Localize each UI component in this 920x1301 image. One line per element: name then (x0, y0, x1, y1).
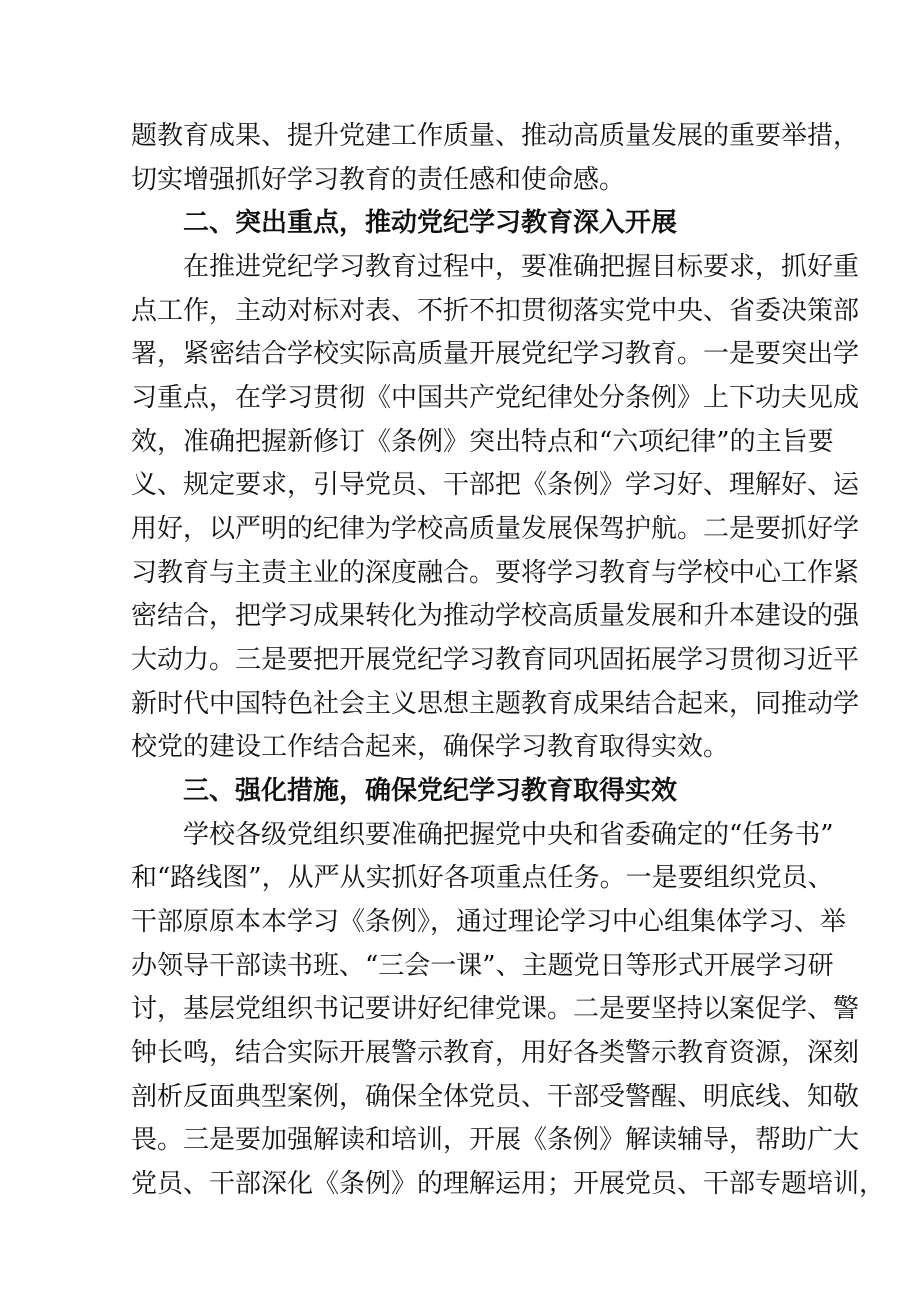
body-line: 钟长鸣，结合实际开展警示教育，用好各类警示教育资源，深刻 (131, 1038, 860, 1068)
body-line: 干部原原本本学习《条例》，通过理论学习中心组集体学习、举 (131, 907, 847, 937)
body-line: 题教育成果、提升党建⼯作质量、推动高质量发展的重要举措， (131, 121, 860, 151)
body-line: 义、规定要求，引导党员、干部把《条例》学习好、理解好、运 (131, 470, 860, 500)
body-line: 新时代中国特色社会主义思想主题教育成果结合起来，同推动学 (131, 689, 860, 719)
body-line: 办领导干部读书班、“三会一课”、主题党日等形式开展学习研 (131, 951, 834, 981)
body-line: 习重点，在学习贯彻《中国共产党纪律处分条例》上下功夫见成 (131, 383, 860, 413)
body-line: 讨，基层党组织书记要讲好纪律党课。二是要坚持以案促学、警 (131, 994, 860, 1024)
body-line: 署，紧密结合学校实际高质量开展党纪学习教育。一是要突出学 (131, 339, 860, 369)
body-line: 密结合，把学习成果转化为推动学校高质量发展和升本建设的强 (131, 601, 860, 631)
body-line: 和“路线图”，从严从实抓好各项重点任务。一是要组织党员、 (131, 863, 834, 893)
body-line: 党员、干部深化《条例》的理解运用；开展党员、干部专题培训， (131, 1169, 886, 1199)
body-line: 在推进党纪学习教育过程中，要准确把握目标要求，抓好重 (183, 252, 860, 282)
body-line: 切实增强抓好学习教育的责任感和使命感。 (131, 165, 626, 195)
body-line: 大动力。三是要把开展党纪学习教育同巩固拓展学习贯彻习近平 (131, 645, 860, 675)
body-line: 点工作，主动对标对表、不折不扣贯彻落实党中央、省委决策部 (131, 296, 860, 326)
section-heading: 二、突出重点，推动党纪学习教育深入开展 (183, 208, 678, 238)
body-line: 习教育与主责主业的深度融合。要将学习教育与学校中心工作紧 (131, 558, 860, 588)
body-line: 剖析反面典型案例，确保全体党员、干部受警醒、明底线、知敬 (131, 1082, 860, 1112)
section-heading: 三、强化措施，确保党纪学习教育取得实效 (183, 776, 678, 806)
body-line: 用好，以严明的纪律为学校高质量发展保驾护航。二是要抓好学 (131, 514, 860, 544)
body-line: 畏。三是要加强解读和培训，开展《条例》解读辅导，帮助广大 (131, 1125, 860, 1155)
body-line: 学校各级党组织要准确把握党中央和省委确定的“任务书” (183, 820, 834, 850)
body-line: 效，准确把握新修订《条例》突出特点和“六项纪律”的主旨要 (131, 427, 834, 457)
body-line: 校党的建设工作结合起来，确保学习教育取得实效。 (131, 732, 730, 762)
